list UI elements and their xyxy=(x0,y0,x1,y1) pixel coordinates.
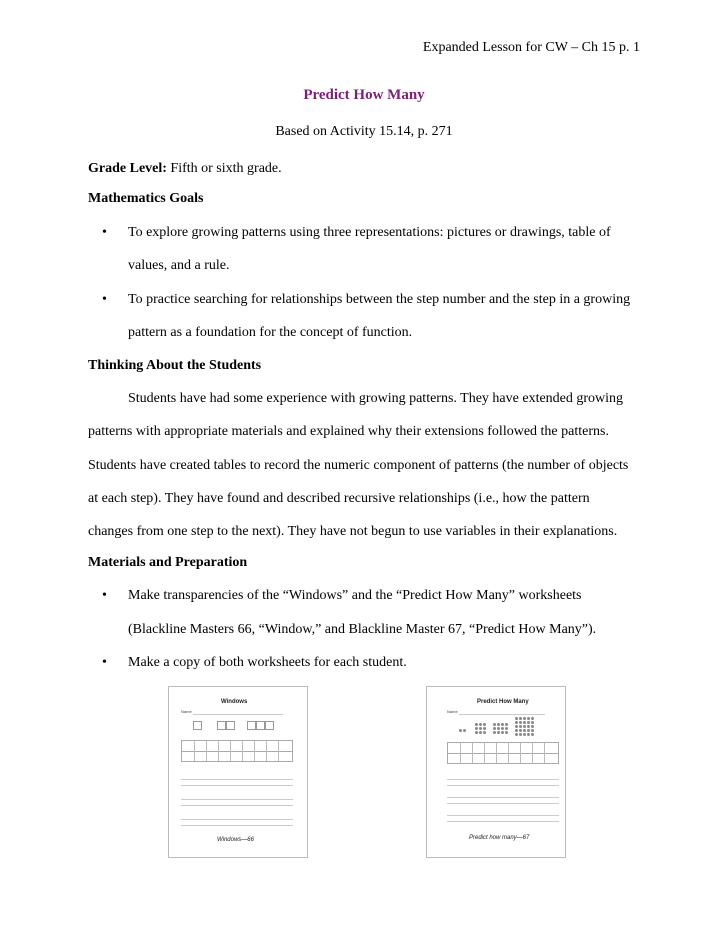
bullet-icon: • xyxy=(102,655,107,670)
bullet-icon: • xyxy=(102,292,107,307)
name-line xyxy=(193,714,283,715)
worksheet-name-label: Name xyxy=(181,709,192,714)
page-header: Expanded Lesson for CW – Ch 15 p. 1 xyxy=(422,40,640,55)
windows-worksheet-thumbnail xyxy=(168,686,308,858)
window-figure xyxy=(265,721,274,730)
materials-2-line-1: Make a copy of both worksheets for each student. xyxy=(128,655,407,670)
goal-1-line-1: To explore growing patterns using three representations: pictures or drawings, table of xyxy=(128,225,611,240)
answer-line xyxy=(181,825,293,826)
answer-line xyxy=(447,803,559,804)
answer-line xyxy=(447,785,559,786)
worksheet-name-label: Name xyxy=(447,709,458,714)
window-figure xyxy=(217,721,226,730)
answer-line xyxy=(181,799,293,800)
answer-line xyxy=(447,779,559,780)
materials-heading: Materials and Preparation xyxy=(88,555,248,570)
window-figure xyxy=(226,721,235,730)
page-title: Predict How Many xyxy=(303,87,425,103)
predict-how-many-worksheet-thumbnail xyxy=(426,686,566,858)
thinking-heading: Thinking About the Students xyxy=(88,358,262,373)
step-table xyxy=(447,742,559,764)
materials-1-line-2: (Blackline Masters 66, “Window,” and Blackline Master 67, “Predict How Many”). xyxy=(128,622,597,637)
answer-line xyxy=(447,797,559,798)
answer-line xyxy=(181,819,293,820)
goal-1-line-2: values, and a rule. xyxy=(128,258,230,273)
answer-line xyxy=(181,779,293,780)
math-goals-heading: Mathematics Goals xyxy=(88,191,204,206)
thinking-line-2: patterns with appropriate materials and explained why their extensions followed the patterns. xyxy=(88,424,609,439)
thinking-line-3: Students have created tables to record the numeric component of patterns (the number of objects xyxy=(88,458,629,473)
worksheet-title: Predict How Many xyxy=(477,699,529,705)
thinking-line-5: changes from one step to the next). They have not begun to use variables in their explanations. xyxy=(88,524,618,539)
answer-line xyxy=(447,815,559,816)
step-table xyxy=(181,740,293,762)
window-figure xyxy=(193,721,202,730)
window-figure xyxy=(247,721,256,730)
goal-2-line-1: To practice searching for relationships between the step number and the step in a growing xyxy=(128,292,631,307)
bullet-icon: • xyxy=(102,588,107,603)
grade-level-text: Fifth or sixth grade. xyxy=(166,161,282,176)
answer-line xyxy=(181,805,293,806)
window-figure xyxy=(256,721,265,730)
name-line xyxy=(459,714,545,715)
page-subtitle: Based on Activity 15.14, p. 271 xyxy=(275,124,453,139)
materials-1-line-1: Make transparencies of the “Windows” and the “Predict How Many” worksheets xyxy=(128,588,582,603)
worksheet-footer: Predict how many—67 xyxy=(469,835,530,841)
answer-line xyxy=(181,785,293,786)
answer-line xyxy=(447,821,559,822)
worksheet-footer: Windows—66 xyxy=(217,837,254,843)
grade-level-label: Grade Level: xyxy=(88,161,167,176)
thinking-line-1: Students have had some experience with growing patterns. They have extended growing xyxy=(128,391,624,406)
grade-level xyxy=(88,161,282,177)
goal-2-line-2: pattern as a foundation for the concept of function. xyxy=(128,325,413,340)
thinking-line-4: at each step). They have found and described recursive relationships (i.e., how the pattern xyxy=(88,491,590,506)
worksheet-title: Windows xyxy=(221,699,248,705)
bullet-icon: • xyxy=(102,225,107,240)
